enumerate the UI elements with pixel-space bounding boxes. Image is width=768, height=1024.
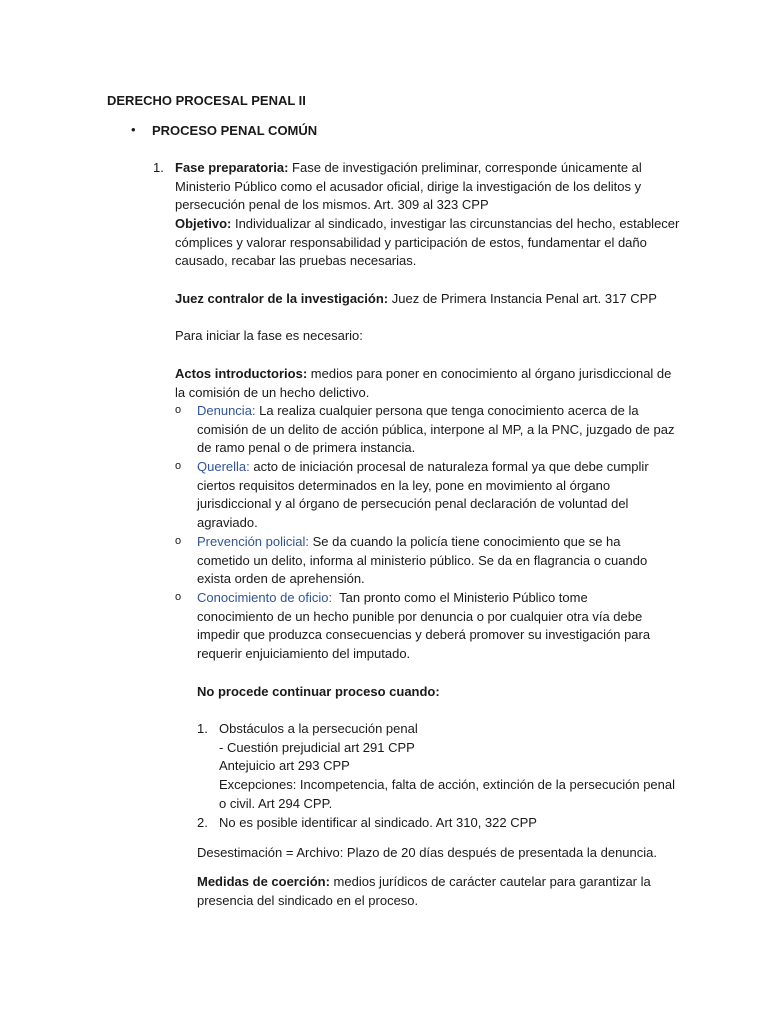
prevencion-text-1: Se da cuando la policía tiene conocimiento que se ha [309, 534, 621, 549]
list-bullet: o [175, 404, 182, 416]
list-bullet: o [175, 591, 182, 603]
fase-label: Fase preparatoria: [175, 160, 289, 175]
sub-1-line-1: Obstáculos a la persecución penal [219, 721, 418, 736]
denuncia-text-2: comisión de un delito de acción pública, interpone al MP, a la PNC, juzgado de paz [197, 422, 675, 437]
conocimiento-text-3: impedir que produzca consecuencias y deberá promover su investigación para [197, 627, 651, 642]
medidas-line-2: presencia del sindicado en el proceso. [197, 893, 419, 908]
querella-text-2: ciertos requisitos determinados en la ley, pone en movimiento al órgano [197, 478, 611, 493]
term-querella: Querella: [197, 459, 250, 474]
denuncia-text-3: de ramo penal o de primera instancia. [197, 440, 416, 455]
sub-number-2: 2. [197, 815, 208, 830]
actos-text-1: medios para poner en conocimiento al órgano jurisdiccional de [307, 366, 672, 381]
fase-line-2: Ministerio Público como el acusador oficial, dirige la investigación de los delitos y [175, 179, 642, 194]
sub-2-line-1: No es posible identificar al sindicado. Art 310, 322 CPP [219, 815, 537, 830]
fase-text-1: Fase de investigación preliminar, corresponde únicamente al [288, 160, 642, 175]
desestimacion-line: Desestimación = Archivo: Plazo de 20 días después de presentada la denuncia. [197, 845, 657, 860]
juez-text: Juez de Primera Instancia Penal art. 317 CPP [388, 291, 657, 306]
querella-text-4: agraviado. [197, 515, 258, 530]
querella-text-1: acto de iniciación procesal de naturaleza formal ya que debe cumplir [249, 459, 649, 474]
fase-line-3: persecución penal de los mismos. Art. 309 al 323 CPP [175, 197, 489, 212]
term-denuncia: Denuncia: [197, 403, 256, 418]
term-prevencion: Prevención policial: [197, 534, 310, 549]
objetivo-line-2: cómplices y valorar responsabilidad y participación de estos, fundamentar el daño [175, 235, 647, 250]
objetivo-text-1: Individualizar al sindicado, investigar las circunstancias del hecho, establecer [231, 216, 680, 231]
objetivo-line-3: causado, recabar las pruebas necesarias. [175, 253, 417, 268]
actos-line-2: la comisión de un hecho delictivo. [175, 385, 370, 400]
no-procede-heading: No procede continuar proceso cuando: [197, 684, 440, 699]
sub-1-line-2: - Cuestión prejudicial art 291 CPP [219, 740, 415, 755]
list-item-prevencion [197, 533, 621, 551]
list-item-conocimiento [197, 589, 588, 607]
querella-text-3: jurisdiccional y al órgano de persecución penal declaración de voluntad del [197, 496, 629, 511]
sub-1-line-5: o civil. Art 294 CPP. [219, 796, 333, 811]
sub-1-line-3: Antejuicio art 293 CPP [219, 758, 350, 773]
conocimiento-text-4: requerir enjuiciamiento del imputado. [197, 646, 411, 661]
sub-1-line-4: Excepciones: Incompetencia, falta de acción, extinción de la persecución penal [219, 777, 676, 792]
list-item-querella [197, 458, 649, 476]
objetivo-label: Objetivo: [175, 216, 232, 231]
fase-line-1 [175, 159, 642, 177]
conocimiento-text-1: Tan pronto como el Ministerio Público tome [332, 590, 588, 605]
list-bullet: o [175, 535, 182, 547]
sub-number-1: 1. [197, 721, 208, 736]
list-bullet: o [175, 460, 182, 472]
actos-line-1 [175, 365, 671, 383]
section-bullet: • [131, 122, 136, 137]
section-heading: PROCESO PENAL COMÚN [152, 123, 318, 138]
medidas-line-1 [197, 873, 651, 891]
fase-number: 1. [153, 160, 164, 175]
objetivo-line-1 [175, 215, 679, 233]
medidas-text-1: medios jurídicos de carácter cautelar para garantizar la [329, 874, 651, 889]
prevencion-text-2: cometido un delito, informa al ministerio público. Se da en flagrancia o cuando [197, 553, 648, 568]
medidas-label: Medidas de coerción: [197, 874, 330, 889]
juez-line [175, 290, 657, 308]
list-item-denuncia [197, 402, 639, 420]
document-title: DERECHO PROCESAL PENAL II [107, 93, 306, 108]
denuncia-text-1: La realiza cualquier persona que tenga conocimiento acerca de la [255, 403, 639, 418]
prevencion-text-3: exista orden de aprehensión. [197, 571, 365, 586]
conocimiento-text-2: conocimiento de un hecho punible por denuncia o por cualquier otra vía debe [197, 609, 643, 624]
juez-label: Juez contralor de la investigación: [175, 291, 389, 306]
iniciar-line: Para iniciar la fase es necesario: [175, 328, 363, 343]
actos-label: Actos introductorios: [175, 366, 308, 381]
term-conocimiento: Conocimiento de oficio: [197, 590, 333, 605]
